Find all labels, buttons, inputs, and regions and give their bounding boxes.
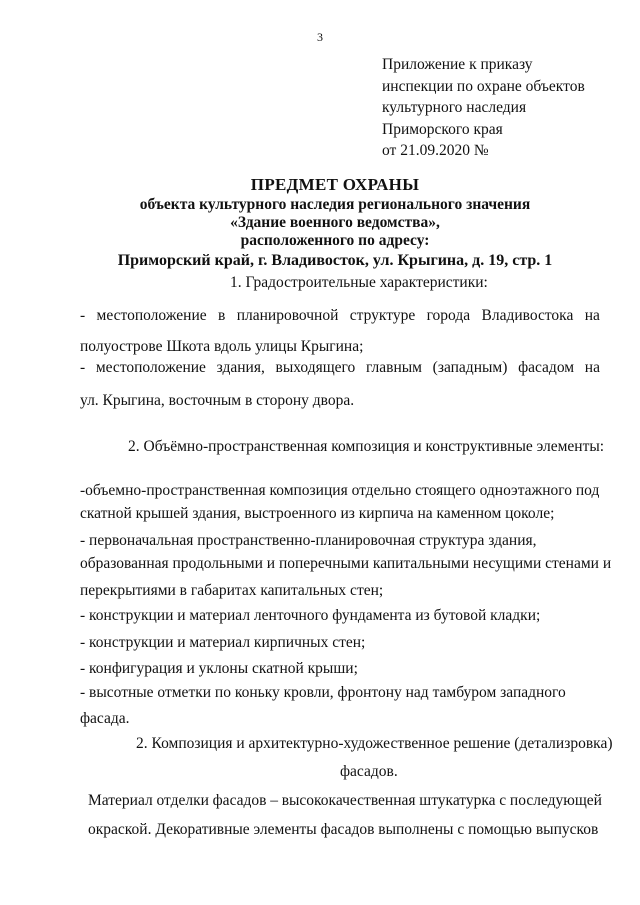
- list-item: скатной крышей здания, выстроенного из кирпича на каменном цоколе;: [80, 505, 555, 522]
- appendix-line: от 21.09.2020 №: [382, 142, 489, 159]
- word: последующей: [509, 792, 602, 809]
- title-line: «Здание военного ведомства»,: [230, 214, 440, 231]
- title-address: Приморский край, г. Владивосток, ул. Крыгина, д. 19, стр. 1: [117, 252, 553, 269]
- list-item: перекрытиями в габаритах капитальных стен;: [80, 582, 384, 599]
- word: Материал: [88, 792, 153, 809]
- word: структуре: [349, 307, 416, 324]
- paragraph-line: [80, 359, 600, 377]
- list-item: фасада.: [80, 710, 130, 727]
- paragraph-line: полуострове Шкота вдоль улицы Крыгина;: [80, 338, 364, 355]
- title-line: расположенного по адресу:: [240, 232, 430, 249]
- appendix-line: культурного наследия: [382, 99, 527, 116]
- word: местоположение: [96, 307, 207, 324]
- word: местоположение: [95, 359, 206, 376]
- title-line: объекта культурного наследия регионального значения: [139, 196, 531, 213]
- paragraph-line: [80, 307, 600, 325]
- word: города: [426, 307, 471, 324]
- section-heading: 1. Градостроительные характеристики:: [230, 274, 488, 291]
- document-title: [0, 174, 640, 271]
- word: Владивостока: [481, 307, 574, 324]
- word: высококачественная: [281, 792, 416, 809]
- section-heading: 2. Композиция и архитектурно-художественное решение (детализровка): [136, 735, 613, 752]
- list-item: - высотные отметки по коньку кровли, фронтону над тамбуром западного: [80, 684, 566, 701]
- word: на: [584, 359, 600, 376]
- list-item: - первоначальная пространственно-планировочная структура здания,: [80, 532, 537, 549]
- list-item: - конфигурация и уклоны скатной крыши;: [80, 660, 358, 677]
- page-number: 3: [317, 30, 323, 44]
- word: здания,: [216, 359, 265, 376]
- paragraph-line: окраской. Декоративные элементы фасадов выполнены с помощью выпусков: [88, 821, 599, 838]
- word: на: [584, 307, 600, 324]
- word: отделки: [156, 792, 209, 809]
- section-heading: 2. Объёмно-пространственная композиция и конструктивные элементы:: [128, 438, 605, 455]
- appendix-line: Приложение к приказу: [382, 56, 533, 73]
- word: фасадов: [212, 792, 267, 809]
- word: (западным): [432, 359, 508, 376]
- word: в: [218, 307, 226, 324]
- list-item: - конструкции и материал кирпичных стен;: [80, 634, 366, 651]
- paragraph-line: ул. Крыгина, восточным в сторону двора.: [80, 392, 355, 409]
- word: штукатурка: [419, 792, 496, 809]
- word: фасадом: [518, 359, 575, 376]
- appendix-header: [382, 54, 585, 162]
- word: с: [499, 792, 507, 809]
- paragraph-line: [88, 792, 602, 810]
- word: главным: [365, 359, 422, 376]
- appendix-line: инспекции по охране объектов: [382, 77, 585, 95]
- appendix-line: Приморского края: [382, 120, 503, 138]
- word: планировочной: [236, 307, 339, 324]
- section-heading-continuation: фасадов.: [340, 763, 398, 780]
- list-item: - конструкции и материал ленточного фундамента из бутовой кладки;: [80, 607, 541, 624]
- word: -: [80, 307, 86, 324]
- title-main: ПРЕДМЕТ ОХРАНЫ: [250, 175, 420, 194]
- list-item: -объемно-пространственная композиция отдельно стоящего одноэтажного под: [80, 482, 600, 499]
- word: -: [80, 359, 86, 376]
- word: –: [270, 792, 278, 809]
- list-item: образованная продольными и поперечными капитальными несущими стенами и: [80, 555, 612, 572]
- word: выходящего: [275, 359, 356, 376]
